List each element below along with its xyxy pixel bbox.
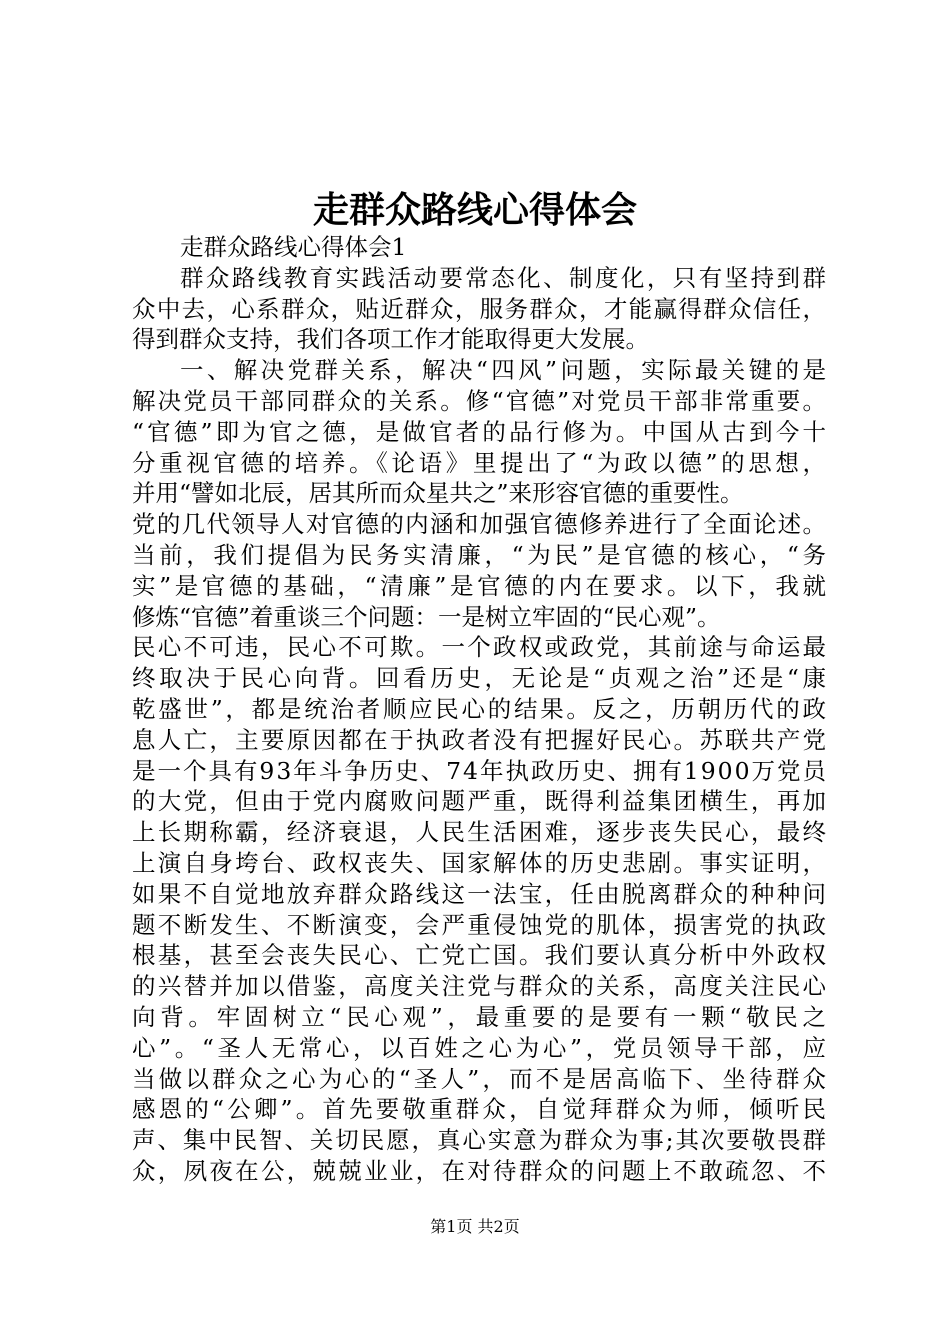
text-line: 题不断发生、不断演变，会严重侵蚀党的肌体，损害党的执政 <box>132 910 829 939</box>
text-line: 根基，甚至会丧失民心、亡党亡国。我们要认真分析中外政权 <box>132 941 829 970</box>
text-line: 乾盛世”，都是统治者顺应民心的结果。反之，历朝历代的政 <box>132 694 829 723</box>
text-line: 民心不可违，民心不可欺。一个政权或政党，其前途与命运最 <box>132 633 829 662</box>
text-line: 的兴替并加以借鉴，高度关注党与群众的关系，高度关注民心 <box>132 972 829 1001</box>
text-line: 如果不自觉地放弃群众路线这一法宝，任由脱离群众的种种问 <box>132 879 829 908</box>
page-footer: 第1页 共2页 <box>430 1217 520 1236</box>
document-title: 走群众路线心得体会 <box>312 189 637 231</box>
text-line: 群众路线教育实践活动要常态化、制度化，只有坚持到群 <box>180 263 829 292</box>
text-line: 声、集中民智、关切民愿，真心实意为群众为事;其次要敬畏群 <box>132 1126 828 1155</box>
text-line: 众中去，心系群众，贴近群众，服务群众，才能赢得群众信任， <box>132 294 828 323</box>
text-line: 心”。“圣人无常心，以百姓之心为心”，党员领导干部，应 <box>132 1033 830 1062</box>
text-line: 当做以群众之心为心的“圣人”，而不是居高临下、坐待群众 <box>132 1064 830 1093</box>
text-line: 感恩的“公卿”。首先要敬重群众，自觉拜群众为师，倾听民 <box>132 1095 830 1124</box>
text-line: 走群众路线心得体会1 <box>180 233 407 261</box>
text-line: “官德”即为官之德，是做官者的品行修为。中国从古到今十 <box>132 417 830 446</box>
text-line: 并用“譬如北辰，居其所而众星共之”来形容官德的重要性。 <box>132 479 744 508</box>
text-line: 分重视官德的培养。《论语》里提出了“为政以德”的思想， <box>132 448 830 477</box>
text-line: 众，夙夜在公，兢兢业业，在对待群众的问题上不敢疏忽、不 <box>132 1156 829 1185</box>
text-line: 上长期称霸，经济衰退，人民生活困难，逐步丧失民心，最终 <box>132 818 829 847</box>
text-line: 向背。牢固树立“民心观”，最重要的是要有一颗“敬民之 <box>132 1002 831 1031</box>
text-line: 息人亡，主要原因都在于执政者没有把握好民心。苏联共产党 <box>132 725 829 754</box>
text-line: 一、解决党群关系，解决“四风”问题，实际最关键的是 <box>180 356 830 385</box>
text-line: 当前，我们提倡为民务实清廉，“为民”是官德的核心，“务 <box>132 540 830 569</box>
text-line: 得到群众支持，我们各项工作才能取得更大发展。 <box>132 325 649 354</box>
text-line: 终取决于民心向背。回看历史，无论是“贞观之治”还是“康 <box>132 664 830 693</box>
text-line: 的大党，但由于党内腐败问题严重，既得利益集团横生，再加 <box>132 787 829 816</box>
text-line: 是一个具有93年斗争历史、74年执政历史、拥有1900万党员 <box>132 756 828 785</box>
document-body <box>132 232 831 1187</box>
text-line: 解决党员干部同群众的关系。修“官德”对党员干部非常重要。 <box>132 386 829 415</box>
text-line: 实”是官德的基础，“清廉”是官德的内在要求。以下，我就 <box>132 571 830 600</box>
text-line: 党的几代领导人对官德的内涵和加强官德修养进行了全面论述。 <box>132 510 828 539</box>
text-line: 修炼“官德”着重谈三个问题：一是树立牢固的“民心观”。 <box>132 602 721 631</box>
text-line: 上演自身垮台、政权丧失、国家解体的历史悲剧。事实证明， <box>132 848 829 877</box>
